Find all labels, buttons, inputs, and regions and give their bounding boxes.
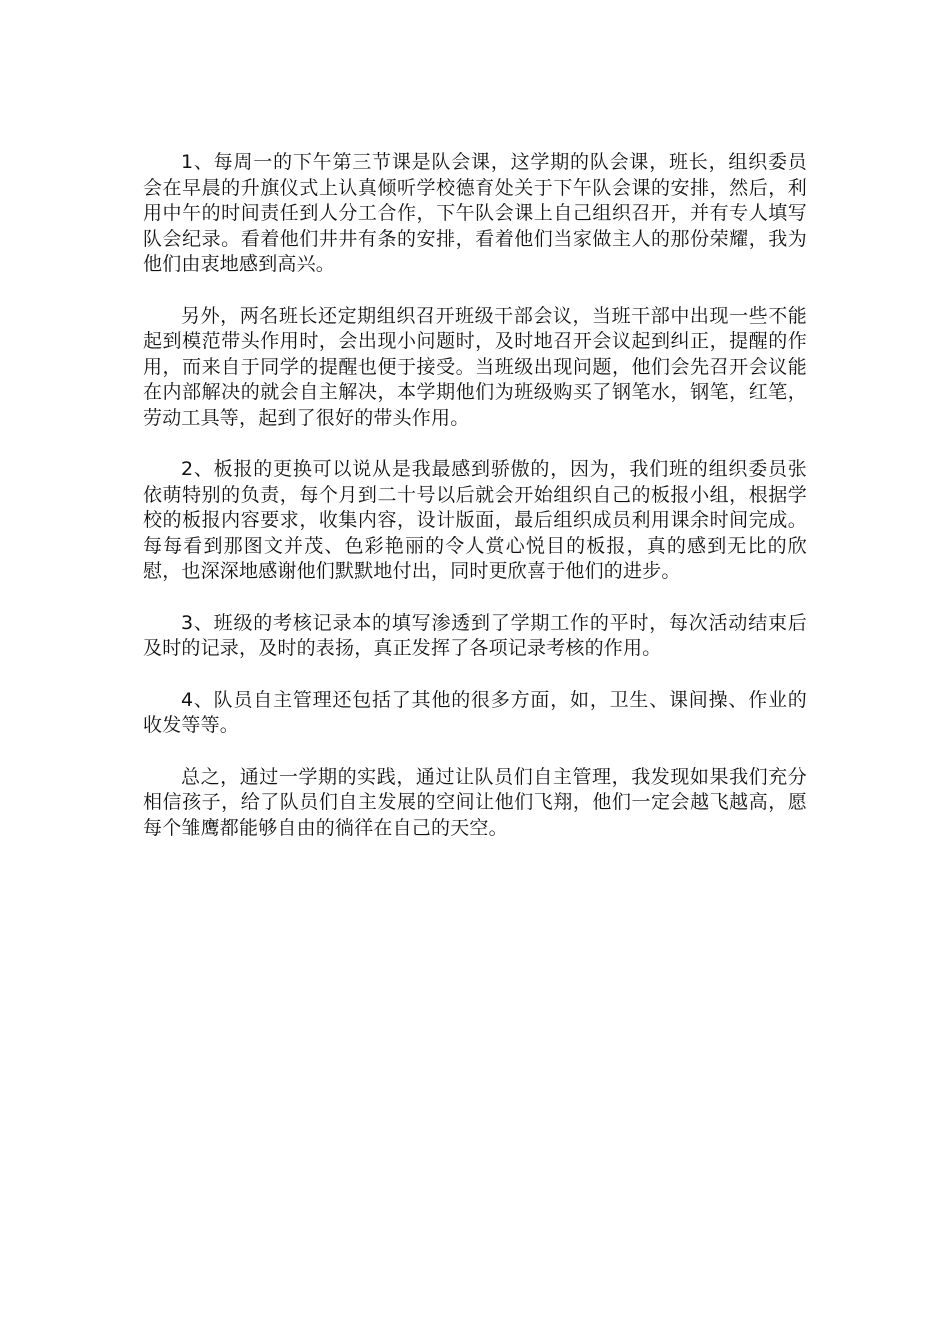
document-body — [143, 150, 807, 867]
paragraph-6: 总之，通过一学期的实践，通过让队员们自主管理，我发现如果我们充分相信孩子，给了队员们自主发展的空间让他们飞翔，他们一定会越飞越高，愿每个雏鹰都能够自由的徜徉在自己的天空。 — [143, 765, 807, 839]
paragraph-5: 4、队员自主管理还包括了其他的很多方面，如，卫生、课间操、作业的收发等等。 — [143, 688, 807, 736]
paragraph-3: 2、板报的更换可以说从是我最感到骄傲的，因为，我们班的组织委员张依萌特别的负责，每个月到二十号以后就会开始组织自己的板报小组，根据学校的板报内容要求，收集内容，设计版面，最后组织成员利用课余时间完成。每每看到那图文并茂、色彩艳丽的令人赏心悦目的板报，真的感到无比的欣慰，也深深地感谢他们默默地付出，同时更欣喜于他们的进步。 — [143, 458, 807, 582]
paragraph-4: 3、班级的考核记录本的填写渗透到了学期工作的平时，每次活动结束后及时的记录，及时的表扬，真正发挥了各项记录考核的作用。 — [143, 611, 807, 659]
paragraph-2: 另外，两名班长还定期组织召开班级干部会议，当班干部中出现一些不能起到模范带头作用时，会出现小问题时，及时地召开会议起到纠正，提醒的作用，而来自于同学的提醒也便于接受。当班级出现问题，他们会先召开会议能在内部解决的就会自主解决，本学期他们为班级购买了钢笔水，钢笔，红笔，劳动工具等，起到了很好的带头作用。 — [143, 304, 807, 429]
paragraph-1: 1、每周一的下午第三节课是队会课，这学期的队会课，班长，组织委员会在早晨的升旗仪式上认真倾听学校德育处关于下午队会课的安排，然后，利用中午的时间责任到人分工合作，下午队会课上自己组织召开，并有专人填写队会纪录。看着他们井井有条的安排，看着他们当家做主人的那份荣耀，我为他们由衷地感到高兴。 — [143, 151, 807, 275]
